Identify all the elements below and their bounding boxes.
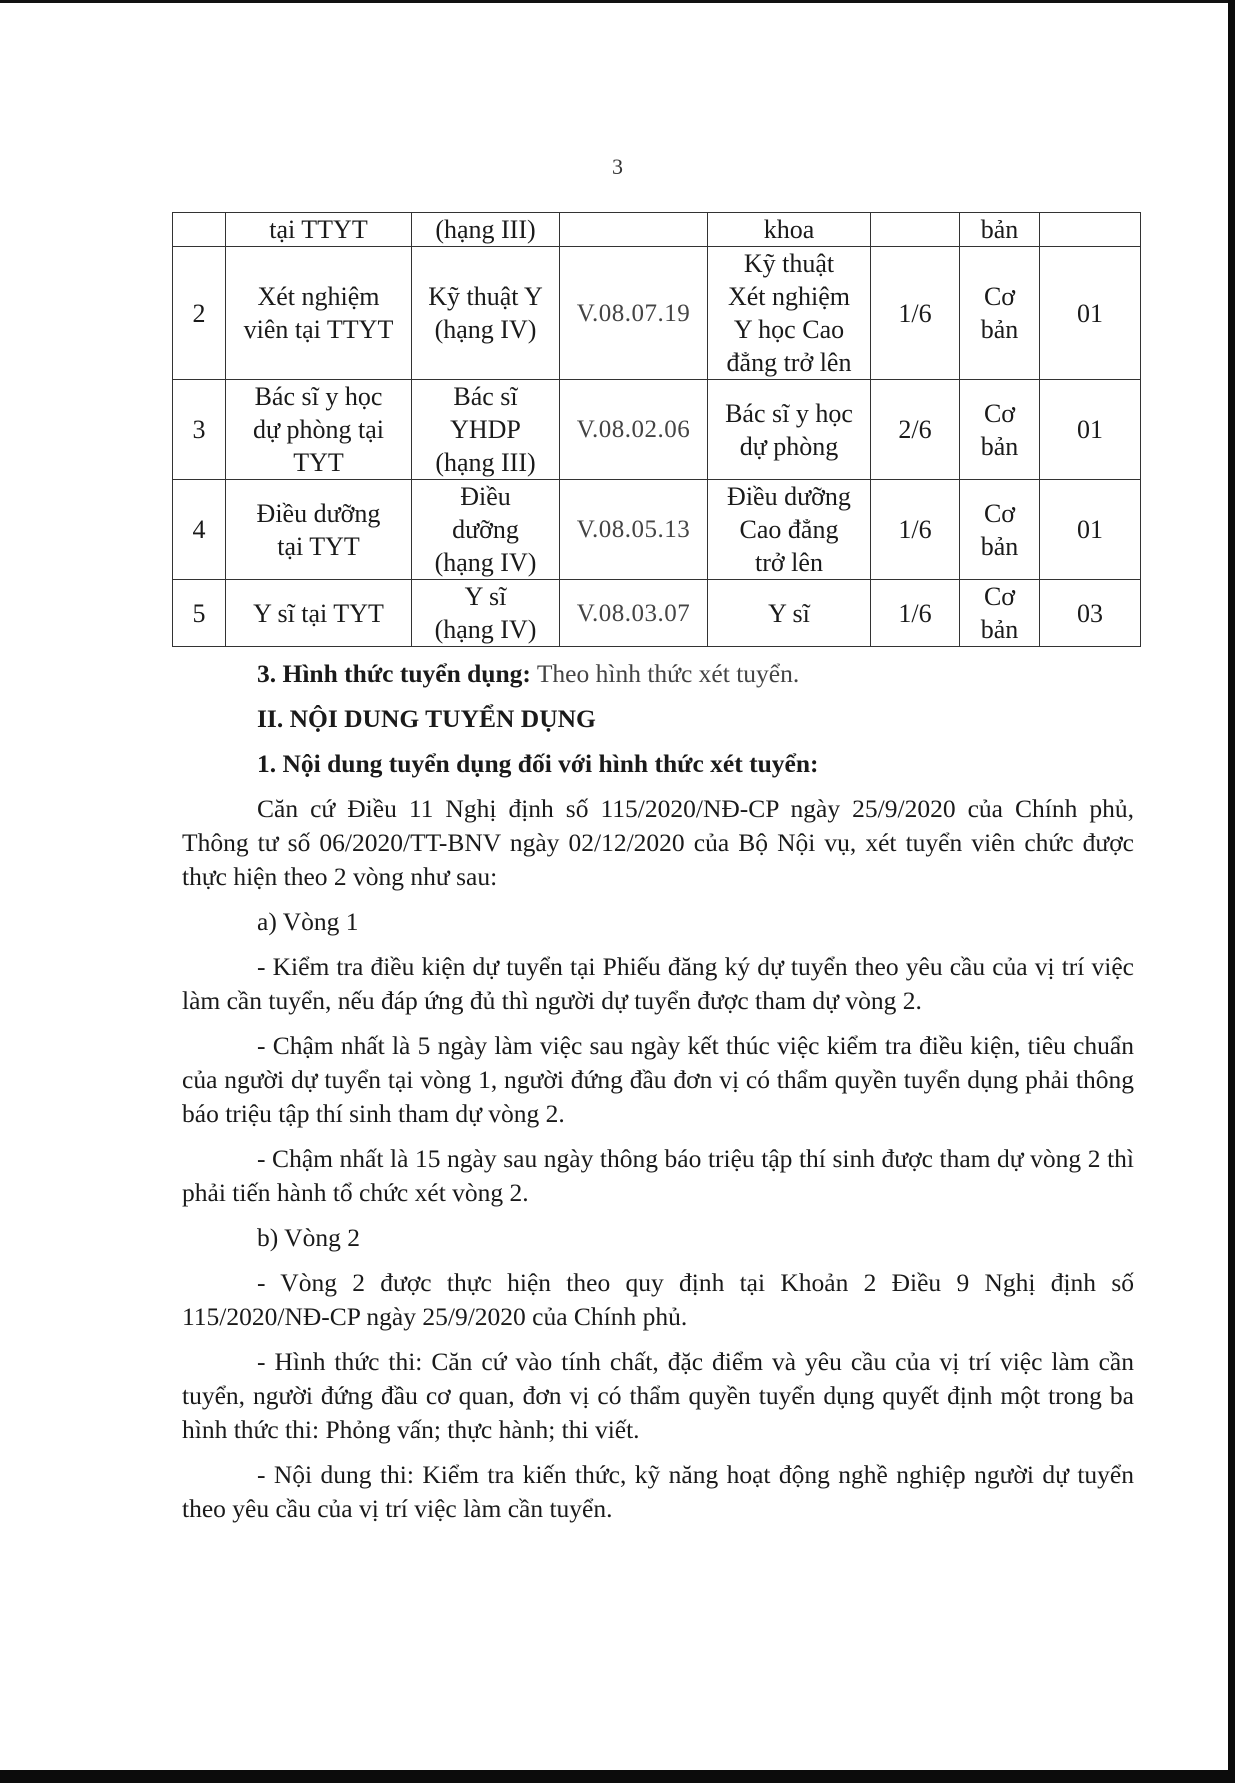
cell-line: bản — [980, 431, 1019, 461]
quantity-cell: 01 — [1040, 480, 1141, 580]
qualification-cell — [708, 213, 871, 247]
cell-line: viên tại TTYT — [243, 315, 394, 344]
level-cell — [960, 580, 1040, 647]
section-heading-ii-1: 1. Nội dung tuyển dụng đối với hình thức xét tuyển: — [257, 749, 819, 778]
cell-line: Kỹ thuật Y — [428, 282, 543, 311]
cell-line: Điều — [460, 482, 511, 511]
round2-label: b) Vòng 2 — [257, 1223, 360, 1252]
cell-line: Y sĩ — [464, 582, 507, 611]
ratio-cell: 1/6 — [871, 580, 960, 647]
table-row — [173, 380, 1141, 480]
cell-line: bản — [980, 531, 1019, 561]
level-cell — [960, 247, 1040, 380]
round2-item: - Vòng 2 được thực hiện theo quy định tại Khoản 2 Điều 9 Nghị định số 115/2020/NĐ-CP ngày 25/9/2020 của Chính phủ. — [182, 1268, 1134, 1331]
cell-line: bản — [980, 215, 1019, 244]
recruitment-form-text: Theo hình thức xét tuyển. — [530, 659, 800, 688]
code-cell: V.08.07.19 — [560, 247, 708, 380]
round1-label: a) Vòng 1 — [257, 907, 359, 936]
round1-item: - Chậm nhất là 15 ngày sau ngày thông báo triệu tập thí sinh được tham dự vòng 2 thì phải tiến hành tổ chức xét vòng 2. — [182, 1144, 1134, 1207]
round2-item: - Nội dung thi: Kiểm tra kiến thức, kỹ năng hoạt động nghề nghiệp người dự tuyển theo yêu cầu của vị trí việc làm cần tuyển. — [182, 1460, 1134, 1523]
scan-border-bottom — [0, 1770, 1235, 1783]
code-cell — [560, 213, 708, 247]
table-row — [173, 480, 1141, 580]
cell-line: khoa — [763, 215, 815, 244]
job-title-cell — [412, 213, 560, 247]
position-cell — [226, 580, 412, 647]
qualification-cell — [708, 480, 871, 580]
table-row — [173, 247, 1141, 380]
recruitment-form-paragraph — [182, 657, 1134, 691]
row-number-cell — [173, 213, 226, 247]
level-cell — [960, 213, 1040, 247]
cell-line: tại TYT — [277, 531, 360, 561]
level-cell — [960, 480, 1040, 580]
cell-line: (hạng IV) — [434, 548, 537, 577]
position-cell — [226, 380, 412, 480]
round2-item: - Hình thức thi: Căn cứ vào tính chất, đặc điểm và yêu cầu của vị trí việc làm cần tuyển, người đứng đầu cơ quan, đơn vị có thẩm quyền tuyển dụng quyết định một trong ba hình thức thi: Phỏng vấn; thực hành; thi viết. — [182, 1347, 1134, 1444]
quantity-cell: 03 — [1040, 580, 1141, 647]
cell-line: (hạng IV) — [434, 615, 537, 644]
job-title-cell — [412, 480, 560, 580]
row-number-cell: 4 — [173, 480, 226, 580]
cell-line: Kỹ thuật — [743, 249, 835, 278]
quantity-cell: 01 — [1040, 380, 1141, 480]
qualification-cell — [708, 247, 871, 380]
cell-line: (hạng III) — [435, 448, 536, 477]
job-title-cell — [412, 247, 560, 380]
qualification-cell — [708, 380, 871, 480]
qualification-cell — [708, 580, 871, 647]
cell-line: dự phòng tại — [252, 415, 385, 444]
cell-line: Bác sĩ y học — [725, 398, 853, 428]
cell-line: Điều dưỡng — [727, 482, 851, 511]
level-cell — [960, 380, 1040, 480]
position-cell — [226, 213, 412, 247]
cell-line: Bác sĩ — [453, 382, 518, 411]
cell-line: bản — [980, 615, 1019, 644]
quantity-cell — [1040, 213, 1141, 247]
cell-line: Cao đẳng — [739, 515, 839, 544]
cell-line: tại TTYT — [269, 215, 368, 244]
job-title-cell — [412, 580, 560, 647]
page-number: 3 — [612, 154, 623, 179]
cell-line: Cơ — [983, 398, 1016, 428]
code-cell: V.08.02.06 — [560, 380, 708, 480]
cell-line: Xét nghiệm — [257, 282, 380, 311]
cell-line: Y sĩ — [768, 598, 810, 628]
cell-line: Cơ — [983, 282, 1016, 311]
quantity-cell: 01 — [1040, 247, 1141, 380]
scan-border-top — [0, 0, 1235, 3]
cell-line: (hạng IV) — [434, 315, 537, 344]
cell-line: bản — [980, 315, 1019, 344]
cell-line: dự phòng — [739, 431, 839, 461]
cell-line: dưỡng — [452, 515, 519, 544]
row-number-cell: 2 — [173, 247, 226, 380]
position-cell — [226, 480, 412, 580]
cell-line: Xét nghiệm — [727, 282, 851, 311]
recruitment-table — [172, 212, 1141, 647]
cell-line: Y học Cao — [733, 315, 845, 344]
ratio-cell: 2/6 — [871, 380, 960, 480]
cell-line: TYT — [293, 448, 344, 477]
round1-item: - Kiểm tra điều kiện dự tuyển tại Phiếu đăng ký dự tuyển theo yêu cầu của vị trí việc làm cần tuyển, nếu đáp ứng đủ thì người dự tuyển được tham dự vòng 2. — [182, 952, 1134, 1015]
code-cell: V.08.03.07 — [560, 580, 708, 647]
cell-line: Bác sĩ y học — [254, 382, 383, 411]
cell-line: đẳng trở lên — [726, 348, 852, 377]
cell-line: YHDP — [450, 415, 521, 444]
round1-item: - Chậm nhất là 5 ngày làm việc sau ngày kết thúc việc kiểm tra điều kiện, tiêu chuẩn của người dự tuyển tại vòng 1, người đứng đầu đơn vị có thẩm quyền tuyển dụng phải thông báo triệu tập thí sinh tham dự vòng 2. — [182, 1031, 1134, 1128]
cell-line: (hạng III) — [435, 215, 536, 244]
ratio-cell: 1/6 — [871, 247, 960, 380]
scan-border-right — [1228, 0, 1235, 1783]
table-row — [173, 213, 1141, 247]
job-title-cell — [412, 380, 560, 480]
cell-line: Điều dưỡng — [256, 498, 381, 528]
row-number-cell: 3 — [173, 380, 226, 480]
intro-paragraph: Căn cứ Điều 11 Nghị định số 115/2020/NĐ-CP ngày 25/9/2020 của Chính phủ, Thông tư số 06/2020/TT-BNV ngày 02/12/2020 của Bộ Nội vụ, xét tuyển viên chức được thực hiện theo 2 vòng như sau: — [182, 794, 1134, 891]
cell-line: Cơ — [983, 498, 1016, 528]
table-row — [173, 580, 1141, 647]
ratio-cell — [871, 213, 960, 247]
recruitment-form-label: 3. Hình thức tuyển dụng: — [257, 659, 531, 688]
ratio-cell: 1/6 — [871, 480, 960, 580]
cell-line: Y sĩ tại TYT — [253, 598, 384, 628]
position-cell — [226, 247, 412, 380]
code-cell: V.08.05.13 — [560, 480, 708, 580]
cell-line: trở lên — [755, 548, 823, 577]
document-body — [182, 657, 1134, 1537]
section-heading-ii: II. NỘI DUNG TUYỂN DỤNG — [257, 704, 596, 733]
cell-line: Cơ — [983, 582, 1016, 611]
row-number-cell: 5 — [173, 580, 226, 647]
